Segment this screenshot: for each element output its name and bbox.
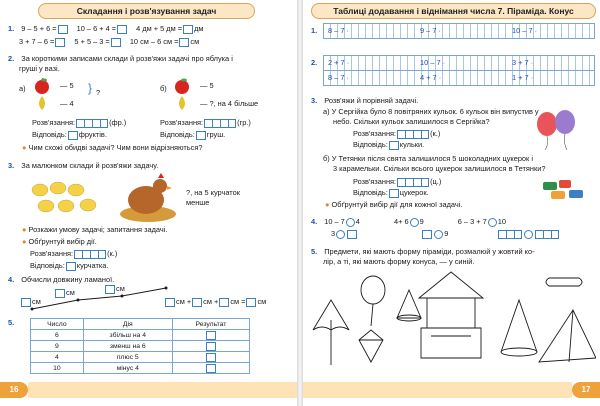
task-3-bullet-2: ● Обґрунтуй вибір дії. bbox=[22, 237, 97, 246]
answer-box[interactable] bbox=[196, 131, 206, 140]
table-row: 4 плюс 5 bbox=[31, 352, 250, 363]
hen-illustration bbox=[118, 172, 178, 224]
task-2b-solution: Розв'язання: (гр.) bbox=[160, 118, 251, 127]
task-2a-solution: Розв'язання: (фр.) bbox=[32, 118, 127, 127]
bullet-icon: ● bbox=[22, 143, 27, 152]
polyline-figure bbox=[30, 284, 170, 314]
answer-box[interactable] bbox=[117, 25, 127, 34]
right-page: Таблиці додавання і віднімання числа 7. Піраміда. Конус 1. 8 – 7 · 9 – 7 · 10 – 7 · 2. 2 + 7 · 10 – 7 · 3 + 7 · 8 – 7 · 4 + 7 · 1 + 7 · 3. Розв'яжи й порівняй задачі. а) У Сергійка було 8 повітряних кульок. 6 кульок він випустив у небо. Скільки кульок залишилося в Сергійка? Розв'язання: (к.) Відповідь: кульки. б) У Тетянки після свята залишилося 5 шоколадних цукерок і 3 карамельки. Скільки всього цукерок залишилося в Тетянки? Розв'язання: (ц.) Відповідь: цукерок. ● Обґрунтуй вибір дії для кожної задачі. 4. 10 – 7 4 4+ 6 9 6 – 3 + 7 10 3 9 5. Предмети, які мають форму піраміди, розмалюй у жовтий ко- лір, а ті, які мають форму конуса, — у синій. 17 bbox=[303, 0, 600, 406]
task-2b-label: б) bbox=[160, 84, 167, 93]
balloons-illustration bbox=[531, 108, 581, 150]
table-row: 9 зменш на 6 bbox=[31, 341, 250, 352]
task-1-grid[interactable]: 8 – 7 · 9 – 7 · 10 – 7 · bbox=[323, 23, 595, 39]
bullet-icon: ● bbox=[325, 200, 330, 209]
bullet-icon: ● bbox=[22, 225, 27, 234]
answer-box[interactable] bbox=[58, 25, 68, 34]
task-4-equation: см + см + см = см bbox=[164, 297, 266, 307]
table-header: Дія bbox=[83, 319, 172, 330]
operations-table bbox=[30, 318, 250, 374]
apple-pear-icon bbox=[172, 78, 198, 112]
segment-length: см bbox=[20, 297, 41, 307]
answer-box[interactable] bbox=[183, 25, 193, 34]
right-page-title: Таблиці додавання і віднімання числа 7. Піраміда. Конус bbox=[311, 3, 596, 19]
solution-boxes[interactable] bbox=[76, 119, 108, 128]
task-4: 4. 10 – 7 4 4+ 6 9 6 – 3 + 7 10 bbox=[311, 217, 506, 226]
party-hat-icon bbox=[397, 290, 421, 318]
answer-box[interactable] bbox=[66, 262, 76, 271]
footer-strip bbox=[28, 382, 297, 398]
task-2a-answer: Відповідь: фруктів. bbox=[32, 130, 107, 139]
well-icon bbox=[419, 272, 483, 358]
chicks-illustration bbox=[30, 178, 110, 218]
task-3a-answer: Відповідь: кульки. bbox=[353, 140, 425, 149]
answer-box[interactable] bbox=[111, 38, 121, 47]
pyramid-icon bbox=[539, 310, 596, 362]
segment-length: см bbox=[54, 288, 75, 298]
brace: } bbox=[88, 81, 93, 95]
balloon-icon bbox=[361, 276, 385, 304]
task-3b-solution: Розв'язання: (ц.) bbox=[353, 177, 442, 186]
task-3-solution: Розв'язання: (к.) bbox=[30, 249, 118, 258]
task-3: 3. За малюнком склади й розв'яжи задачу. bbox=[8, 161, 159, 170]
table-row: 6 збільш на 4 bbox=[31, 330, 250, 341]
page-number: 16 bbox=[0, 382, 28, 398]
task-3b-answer: Відповідь: цукерок. bbox=[353, 188, 429, 197]
task-3-bullet-1: ● Розкажи умову задачі; запитання задачі. bbox=[22, 225, 168, 234]
shapes-illustration bbox=[311, 270, 596, 370]
solution-boxes[interactable] bbox=[204, 119, 236, 128]
candies-illustration bbox=[539, 176, 589, 204]
left-page-title: Складання і розв'язування задач bbox=[38, 3, 255, 19]
answer-box[interactable] bbox=[55, 38, 65, 47]
solution-boxes[interactable] bbox=[74, 250, 106, 259]
task-2-text: груші у вазі. bbox=[19, 64, 60, 73]
answer-box[interactable] bbox=[179, 38, 189, 47]
task-5: 5. Предмети, які мають форму піраміди, розмалюй у жовтий ко- bbox=[311, 247, 535, 256]
task-1-row-2: 3 + 7 – 6 = 5 + 5 – 3 = 10 см – 6 см = см bbox=[19, 37, 200, 46]
task-1: 1. 9 – 5 + 6 = 10 – 6 + 4 = 4 дм + 5 дм = дм bbox=[8, 24, 204, 33]
task-5: 5. bbox=[8, 318, 15, 327]
table-header: Число bbox=[31, 319, 84, 330]
task-3: 3. Розв'яжи й порівняй задачі. bbox=[311, 96, 419, 105]
cone-icon bbox=[501, 300, 537, 352]
answer-box[interactable] bbox=[68, 131, 78, 140]
task-4-row-2: 3 9 bbox=[331, 229, 560, 239]
task-2-grid-row-1[interactable]: 2 + 7 · 10 – 7 · 3 + 7 · bbox=[323, 55, 595, 71]
task-2-question: ● Чим схожі обидві задачі? Чим вони відрізняються? bbox=[22, 143, 203, 152]
task-2a-label: а) bbox=[19, 84, 26, 93]
footer-strip bbox=[303, 382, 572, 398]
task-2: 2. За короткими записами склади й розв'яжи задачі про яблука і bbox=[8, 54, 233, 63]
left-page: Складання і розв'язування задач 1. 9 – 5 + 6 = 10 – 6 + 4 = 4 дм + 5 дм = дм 3 + 7 – 6 = 5 + 5 – 3 = 10 см – 6 см = см 2. За короткими записами склади й розв'яжи задачі про яблука і груші у вазі. а) — 5 — 4 } ? б) — 5 — ?, на 4 більше Розв'язання: (фр.) Відповідь: фруктів. Розв'язання: (гр.) Відповідь: груш. ● Чим схожі обидві задачі? Чим вони відрізняються? 3. За малюнком склади й розв'яжи задачу. ?, на 5 курчаток менше ● Розкажи умову задачі; запитання задачі. ● Обґрунтуй вибір дії. Розв'язання: (к.) Відповідь: курчатка. 4. Обчисли довжину ламаної. см см см см + см + см = см 5. Число Дія Результат 6 збільш на 4 9 зменш на 6 4 плюс 5 10 мінус 4 16 bbox=[0, 0, 297, 406]
page-number: 17 bbox=[572, 382, 600, 398]
gem-icon bbox=[359, 330, 383, 362]
task-3a-solution: Розв'язання: (к.) bbox=[353, 129, 441, 138]
task-3-answer: Відповідь: курчатка. bbox=[30, 261, 109, 270]
task-3-question: ● Обґрунтуй вибір дії для кожної задачі. bbox=[325, 200, 463, 209]
umbrella-icon bbox=[313, 300, 349, 365]
task-2b-answer: Відповідь: груш. bbox=[160, 130, 226, 139]
task-4: 4. Обчисли довжину ламаної. bbox=[8, 275, 115, 284]
segment-length: см bbox=[104, 284, 125, 294]
apple-pear-icon bbox=[32, 78, 58, 112]
task-2-grid-row-2[interactable]: 8 – 7 · 4 + 7 · 1 + 7 · bbox=[323, 70, 595, 86]
rolling-pin-icon bbox=[546, 278, 582, 286]
table-row: 10 мінус 4 bbox=[31, 363, 250, 374]
bullet-icon: ● bbox=[22, 237, 27, 246]
table-header: Результат bbox=[172, 319, 249, 330]
